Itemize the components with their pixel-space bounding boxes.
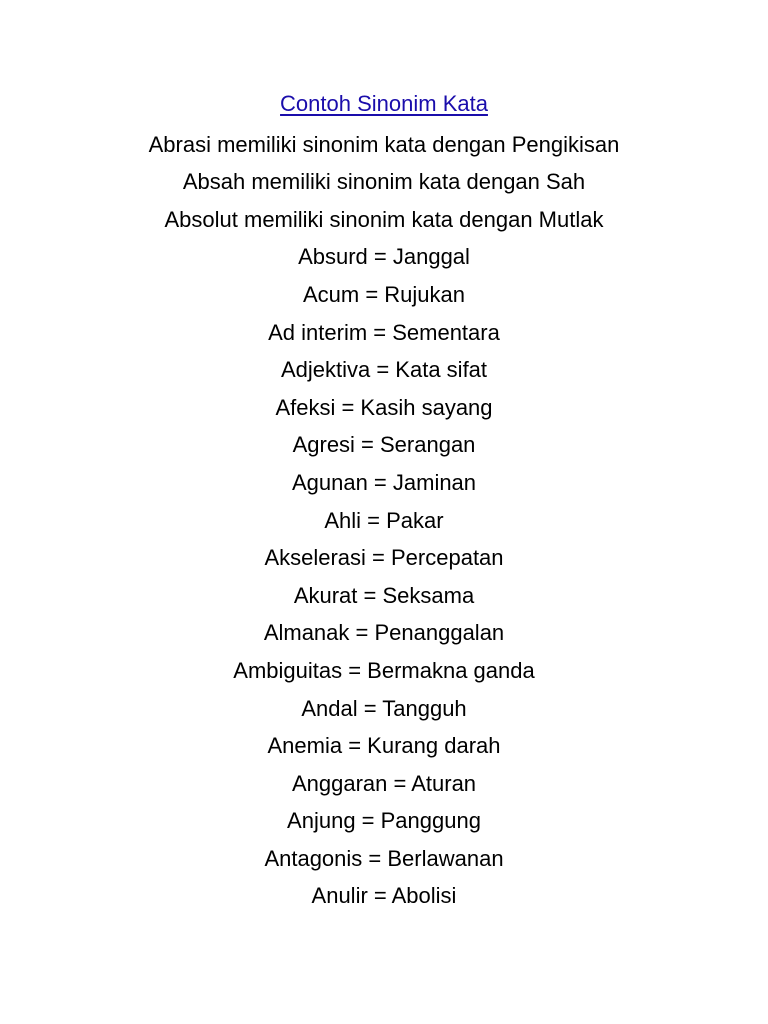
synonym-line: Afeksi = Kasih sayang — [275, 394, 493, 420]
synonym-line: Ahli = Pakar — [324, 507, 444, 533]
synonym-line: Akselerasi = Percepatan — [264, 545, 504, 571]
synonym-line: Adjektiva = Kata sifat — [280, 357, 488, 383]
synonym-line: Ad interim = Sementara — [268, 319, 500, 345]
document-body — [0, 88, 768, 915]
synonym-line: Andal = Tangguh — [301, 695, 467, 721]
synonym-line: Agresi = Serangan — [292, 432, 476, 458]
synonym-line: Anggaran = Aturan — [291, 770, 477, 796]
synonym-line: Agunan = Jaminan — [291, 469, 477, 495]
synonym-line: Almanak = Penanggalan — [263, 620, 505, 646]
synonym-line: Abrasi memiliki sinonim kata dengan Pengikisan — [148, 131, 620, 157]
synonym-line: Acum = Rujukan — [302, 281, 466, 307]
synonym-line: Absah memiliki sinonim kata dengan Sah — [182, 169, 586, 195]
synonym-line: Antagonis = Berlawanan — [264, 845, 504, 871]
synonym-line: Absurd = Janggal — [298, 244, 470, 270]
synonym-line: Akurat = Seksama — [293, 582, 475, 608]
synonym-line: Anulir = Abolisi — [311, 883, 457, 909]
synonym-line: Anjung = Panggung — [287, 808, 481, 834]
synonym-list — [0, 126, 768, 915]
synonym-line: Absolut memiliki sinonim kata dengan Mutlak — [164, 206, 604, 232]
synonym-line: Ambiguitas = Bermakna ganda — [233, 657, 535, 683]
synonym-line: Anemia = Kurang darah — [267, 733, 501, 759]
title-link[interactable]: Contoh Sinonim Kata — [280, 91, 488, 116]
